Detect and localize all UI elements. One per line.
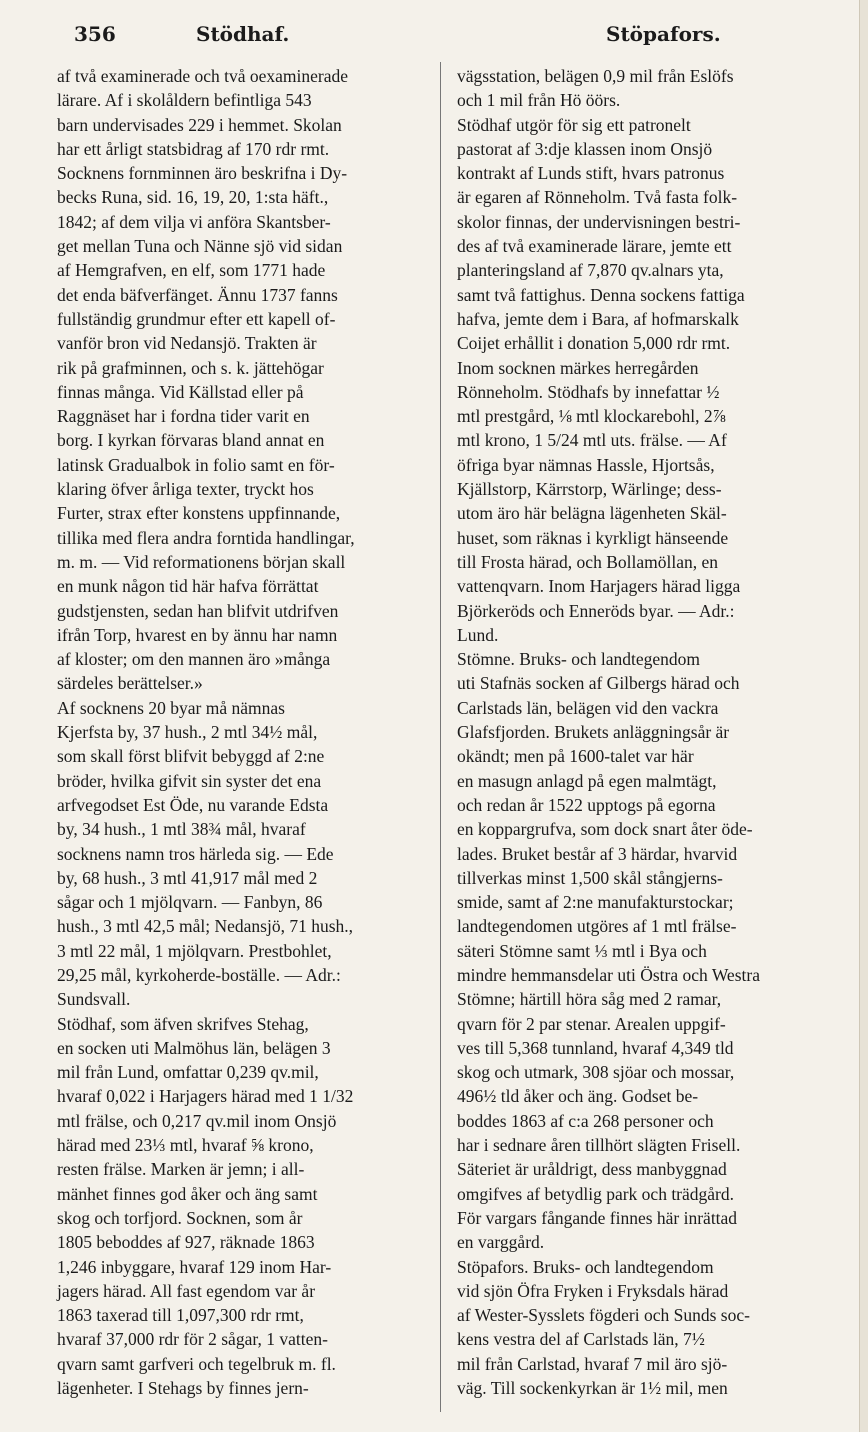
text-line: öfriga byar nämnas Hassle, Hjortsås,	[457, 454, 715, 475]
text-line: resten frälse. Marken är jemn; i all-	[57, 1159, 305, 1180]
column-divider	[440, 62, 441, 1412]
text-line: har ett årligt statsbidrag af 170 rdr rmt.	[57, 138, 330, 159]
right-column	[457, 64, 857, 1400]
text-line: des af två examinerade lärare, jemte ett	[457, 236, 732, 257]
text-line: finnas många. Vid Källstad eller på	[57, 381, 304, 402]
text-line: jagers härad. All fast egendom var år	[57, 1280, 316, 1301]
text-line: tillverkas minst 1,500 skål stångjerns-	[457, 867, 723, 888]
text-line: Carlstads län, belägen vid den vackra	[457, 697, 719, 718]
text-line: Stömne. Bruks- och landtegendom	[457, 649, 701, 670]
text-line: hvaraf 0,022 i Harjagers härad med 1 1/32	[57, 1086, 354, 1107]
text-line: by, 68 hush., 3 mtl 41,917 mål med 2	[57, 867, 318, 888]
text-line: borg. I kyrkan förvaras bland annat en	[57, 430, 325, 451]
text-line: by, 34 hush., 1 mtl 38¾ mål, hvaraf	[57, 819, 306, 840]
text-line: och redan år 1522 upptogs på egorna	[457, 794, 716, 815]
text-line: Björkeröds och Enneröds byar. — Adr.:	[457, 600, 735, 621]
text-line: Stödhaf utgör för sig ett patronelt	[457, 114, 691, 135]
text-line: skog och utmark, 308 sjöar och mossar,	[457, 1062, 735, 1083]
text-line: mtl frälse, och 0,217 qv.mil inom Onsjö	[57, 1110, 337, 1131]
text-line: 3 mtl 22 mål, 1 mjölqvarn. Prestbohlet,	[57, 940, 332, 961]
text-line: landtegendomen utgöres af 1 mtl frälse-	[457, 916, 737, 937]
text-line: utom äro här belägna lägenheten Skäl-	[457, 503, 727, 524]
text-line: uti Stafnäs socken af Gilbergs härad och	[457, 673, 740, 694]
text-line: väg. Till sockenkyrkan är 1½ mil, men	[457, 1378, 728, 1399]
text-line: okändt; men på 1600-talet var här	[457, 746, 694, 767]
text-line: kens vestra del af Carlstads län, 7½	[457, 1329, 705, 1350]
text-line: till Frosta härad, och Bollamöllan, en	[457, 551, 718, 572]
text-line: Inom socknen märkes herregården	[457, 357, 699, 378]
text-line: Furter, strax efter konstens uppfinnande,	[57, 503, 341, 524]
text-line: planteringsland af 7,870 qv.alnars yta,	[457, 260, 724, 281]
text-line: kontrakt af Lunds stift, hvars patronus	[457, 163, 725, 184]
text-line: en socken uti Malmöhus län, belägen 3	[57, 1037, 331, 1058]
text-line: en varggård.	[457, 1232, 545, 1253]
text-line: skog och torfjord. Socknen, som år	[57, 1207, 303, 1228]
text-line: mil från Carlstad, hvaraf 7 mil äro sjö-	[457, 1353, 728, 1374]
text-line: det enda bäfverfänget. Ännu 1737 fanns	[57, 284, 338, 305]
page-edge	[859, 0, 868, 1432]
text-line: hvaraf 37,000 rdr för 2 sågar, 1 vatten-	[57, 1329, 328, 1350]
text-line: sågar och 1 mjölqvarn. — Fanbyn, 86	[57, 892, 323, 913]
text-line: m. m. — Vid reformationens början skall	[57, 551, 346, 572]
text-line: fullständig grundmur efter ett kapell of-	[57, 308, 336, 329]
text-line: Raggnäset har i fordna tider varit en	[57, 406, 310, 427]
text-line: samt två fattighus. Denna sockens fattiga	[457, 284, 745, 305]
text-line: qvarn för 2 par stenar. Arealen uppgif-	[457, 1013, 726, 1034]
text-line: omgifves af betydlig park och trädgård.	[457, 1183, 734, 1204]
text-line: arfvegodset Est Öde, nu varande Edsta	[57, 794, 329, 815]
text-line: mtl krono, 1 5/24 mtl uts. frälse. — Af	[457, 430, 727, 451]
text-line: 1,246 inbyggare, hvaraf 129 inom Har-	[57, 1256, 332, 1277]
text-line: socknens namn tros härleda sig. — Ede	[57, 843, 334, 864]
text-line: 1863 taxerad till 1,097,300 rdr rmt,	[57, 1305, 304, 1326]
text-line: vid sjön Öfra Fryken i Fryksdals härad	[457, 1280, 729, 1301]
text-line: Säteriet är uråldrigt, dess manbyggnad	[457, 1159, 727, 1180]
text-line: lägenheter. I Stehags by finnes jern-	[57, 1378, 309, 1399]
text-line: skolor finnas, der undervisningen bestri-	[457, 211, 741, 232]
text-line: vanför bron vid Nedansjö. Trakten är	[57, 333, 317, 354]
text-line: Kjerfsta by, 37 hush., 2 mtl 34½ mål,	[57, 722, 318, 743]
text-line: en koppargrufva, som dock snart åter öde-	[457, 819, 753, 840]
text-line: För vargars fångande finnes här inrättad	[457, 1207, 738, 1228]
text-line: af två examinerade och två oexaminerade	[57, 66, 349, 86]
page-number: 356	[74, 22, 116, 46]
text-line: barn undervisades 229 i hemmet. Skolan	[57, 114, 342, 135]
text-line: Stöpafors. Bruks- och landtegendom	[457, 1256, 714, 1277]
text-line: get mellan Tuna och Nänne sjö vid sidan	[57, 236, 343, 257]
text-line: latinsk Gradualbok in folio samt en för-	[57, 454, 335, 475]
text-line: af Hemgrafven, en elf, som 1771 hade	[57, 260, 326, 281]
text-line: och 1 mil från Hö öörs.	[457, 90, 621, 111]
text-line: lärare. Af i skolåldern befintliga 543	[57, 90, 312, 111]
text-line: ifrån Torp, hvarest en by ännu har namn	[57, 624, 338, 645]
text-line: hafva, jemte dem i Bara, af hofmarskalk	[457, 308, 739, 329]
text-line: som skall först blifvit bebyggd af 2:ne	[57, 746, 325, 767]
text-line: boddes 1863 af c:a 268 personer och	[457, 1110, 714, 1131]
text-line: af kloster; om den mannen äro »många	[57, 649, 331, 670]
text-line: 1842; af dem vilja vi anföra Skantsber-	[57, 211, 331, 232]
text-line: af Wester-Sysslets fögderi och Sunds soc-	[457, 1305, 750, 1326]
text-line: Glafsfjorden. Brukets anläggningsår är	[457, 722, 730, 743]
text-line: Sundsvall.	[57, 989, 131, 1010]
text-line: vägsstation, belägen 0,9 mil från Eslöfs	[457, 66, 734, 86]
text-line: mil från Lund, omfattar 0,239 qv.mil,	[57, 1062, 319, 1083]
text-line: Kjällstorp, Kärrstorp, Wärlinge; dess-	[457, 479, 722, 500]
text-line: klaring öfver årliga texter, tryckt hos	[57, 479, 314, 500]
running-head-left: Stödhaf.	[196, 22, 290, 46]
text-line: 29,25 mål, kyrkoherde-boställe. — Adr.:	[57, 964, 341, 985]
text-line: tillika med flera andra forntida handlingar,	[57, 527, 355, 548]
text-line: qvarn samt garfveri och tegelbruk m. fl.	[57, 1353, 336, 1374]
text-line: säteri Stömne samt ⅓ mtl i Bya och	[457, 940, 707, 961]
text-line: lades. Bruket består af 3 härdar, hvarvid	[457, 843, 738, 864]
text-line: mindre hemmansdelar uti Östra och Westra	[457, 964, 760, 985]
text-line: hush., 3 mtl 42,5 mål; Nedansjö, 71 hush.,	[57, 916, 354, 937]
text-line: en masugn anlagd på egen malmtägt,	[457, 770, 717, 791]
text-line: mtl prestgård, ⅛ mtl klockarebohl, 2⅞	[457, 406, 726, 427]
text-line: huset, som räknas i kyrkligt hänseende	[457, 527, 729, 548]
text-line: gudstjensten, sedan han blifvit utdrifven	[57, 600, 339, 621]
text-line: mänhet finnes god åker och äng samt	[57, 1183, 318, 1204]
text-line: smide, samt af 2:ne manufakturstockar;	[457, 892, 734, 913]
text-line: pastorat af 3:dje klassen inom Onsjö	[457, 138, 713, 159]
text-line: Af socknens 20 byar må nämnas	[57, 697, 285, 718]
text-line: vattenqvarn. Inom Harjagers härad ligga	[457, 576, 741, 597]
text-line: becks Runa, sid. 16, 19, 20, 1:sta häft.,	[57, 187, 329, 208]
running-head-right: Stöpafors.	[606, 22, 721, 46]
text-line: Coijet erhållit i donation 5,000 rdr rmt.	[457, 333, 731, 354]
page-header	[0, 0, 868, 56]
text-line: har i sednare åren tillhört slägten Frisell.	[457, 1135, 741, 1156]
text-line: bröder, hvilka gifvit sin syster det ena	[57, 770, 322, 791]
text-line: Rönneholm. Stödhafs by innefattar ½	[457, 381, 720, 402]
left-column	[57, 64, 424, 1400]
text-line: Socknens fornminnen äro beskrifna i Dy-	[57, 163, 348, 184]
text-line: är egaren af Rönneholm. Två fasta folk-	[457, 187, 738, 208]
text-line: särdeles berättelser.»	[57, 673, 203, 694]
text-line: härad med 23⅓ mtl, hvaraf ⅝ krono,	[57, 1135, 314, 1156]
text-line: rik på grafminnen, och s. k. jättehögar	[57, 357, 324, 378]
text-line: en munk någon tid här hafva förrättat	[57, 576, 319, 597]
text-line: 1805 beboddes af 927, räknade 1863	[57, 1232, 315, 1253]
text-line: ves till 5,368 tunnland, hvaraf 4,349 tld	[457, 1037, 734, 1058]
text-line: Lund.	[457, 624, 499, 645]
text-line: Stömne; härtill höra såg med 2 ramar,	[457, 989, 722, 1010]
text-line: 496½ tld åker och äng. Godset be-	[457, 1086, 699, 1107]
text-line: Stödhaf, som äfven skrifves Stehag,	[57, 1013, 309, 1034]
